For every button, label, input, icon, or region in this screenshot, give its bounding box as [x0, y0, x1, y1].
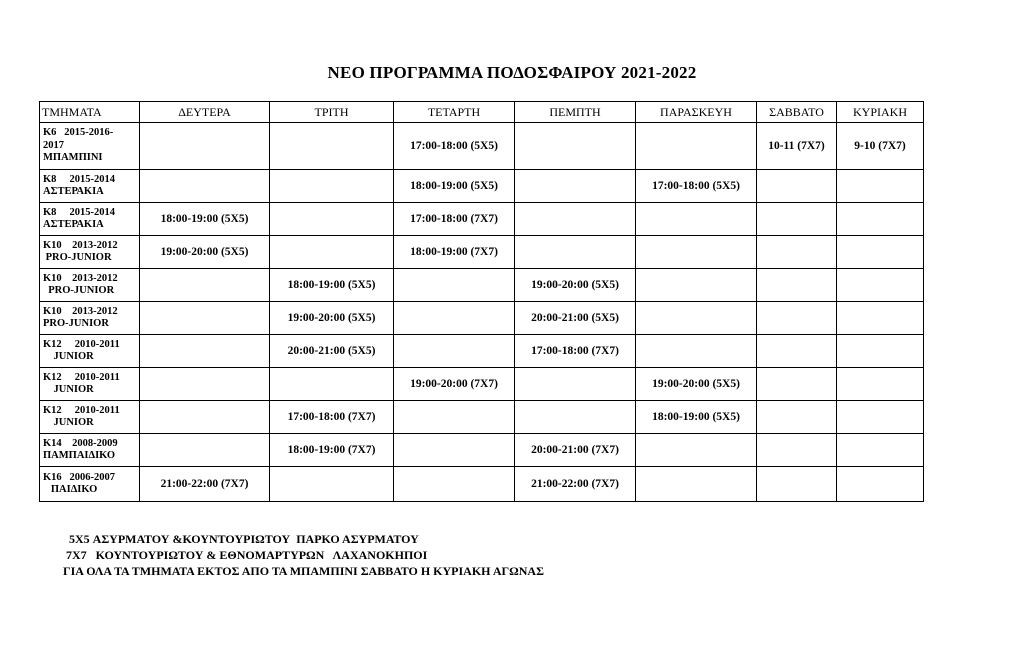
schedule-cell [140, 123, 270, 170]
header-sunday: ΚΥΡΙΑΚΗ [837, 102, 924, 123]
schedule-cell [837, 170, 924, 203]
table-row [40, 236, 924, 269]
table-row [40, 269, 924, 302]
note-line: ΓΙΑ ΟΛΑ ΤΑ ΤΜΗΜΑΤΑ ΕΚΤΟΣ ΑΠΟ ΤΑ ΜΠΑΜΠΙΝΙ ΣΑΒΒΑΤΟ Η ΚΥΡΙΑΚΗ ΑΓΩΝΑΣ [63, 564, 544, 578]
table-row [40, 302, 924, 335]
schedule-cell [140, 434, 270, 467]
page-title: ΝΕΟ ΠΡΟΓΡΑΜΜΑ ΠΟΔΟΣΦΑΙΡΟΥ 2021-2022 [327, 63, 697, 82]
schedule-cell [837, 434, 924, 467]
schedule-cell [757, 236, 837, 269]
schedule-cell: 20:00-21:00 (7X7) [515, 434, 636, 467]
schedule-cell: 17:00-18:00 (5X5) [394, 123, 515, 170]
schedule-cell [757, 434, 837, 467]
schedule-cell [757, 335, 837, 368]
table-row [40, 123, 924, 170]
note-line: 7X7 ΚΟΥΝΤΟΥΡΙΩΤΟΥ & ΕΘΝΟΜΑΡΤΥΡΩΝ ΛΑΧΑΝΟΚΗΠΟΙ [63, 548, 428, 562]
schedule-cell: 21:00-22:00 (7X7) [140, 467, 270, 502]
group-cell: Κ10 2013-2012 PRO-JUNIOR [40, 236, 140, 269]
schedule-cell [394, 434, 515, 467]
schedule-cell [757, 368, 837, 401]
schedule-cell: 18:00-19:00 (5X5) [140, 203, 270, 236]
schedule-cell [515, 368, 636, 401]
schedule-cell: 18:00-19:00 (5X5) [394, 170, 515, 203]
schedule-cell [394, 302, 515, 335]
schedule-cell [757, 203, 837, 236]
schedule-cell [270, 467, 394, 502]
schedule-cell: 19:00-20:00 (5X5) [515, 269, 636, 302]
schedule-cell [837, 467, 924, 502]
schedule-cell [394, 401, 515, 434]
schedule-cell [636, 302, 757, 335]
group-cell: Κ16 2006-2007 ΠΑΙΔΙΚΟ [40, 467, 140, 502]
schedule-cell [837, 401, 924, 434]
header-wednesday: ΤΕΤΑΡΤΗ [394, 102, 515, 123]
schedule-cell: 17:00-18:00 (7X7) [394, 203, 515, 236]
header-friday: ΠΑΡΑΣΚΕΥΗ [636, 102, 757, 123]
schedule-cell [515, 170, 636, 203]
schedule-cell [837, 269, 924, 302]
schedule-cell [757, 401, 837, 434]
schedule-cell [636, 236, 757, 269]
schedule-cell: 18:00-19:00 (7X7) [394, 236, 515, 269]
schedule-cell [636, 467, 757, 502]
schedule-cell [636, 434, 757, 467]
schedule-cell: 19:00-20:00 (5X5) [636, 368, 757, 401]
schedule-cell [515, 401, 636, 434]
group-cell: Κ8 2015-2014 ΑΣΤΕΡΑΚΙΑ [40, 203, 140, 236]
header-saturday: ΣΑΒΒΑΤΟ [757, 102, 837, 123]
notes [63, 531, 544, 579]
schedule-cell: 20:00-21:00 (5X5) [515, 302, 636, 335]
table-row [40, 170, 924, 203]
schedule-cell: 19:00-20:00 (5X5) [140, 236, 270, 269]
table-row [40, 401, 924, 434]
schedule-cell: 18:00-19:00 (5X5) [270, 269, 394, 302]
schedule-cell [270, 236, 394, 269]
group-cell: Κ10 2013-2012 PRO-JUNIOR [40, 302, 140, 335]
group-cell: Κ12 2010-2011 JUNIOR [40, 368, 140, 401]
schedule-cell [140, 170, 270, 203]
schedule-cell: 18:00-19:00 (7X7) [270, 434, 394, 467]
schedule-cell: 20:00-21:00 (5X5) [270, 335, 394, 368]
schedule-cell [270, 368, 394, 401]
schedule-cell [837, 236, 924, 269]
group-cell: Κ14 2008-2009 ΠΑΜΠΑΙΔΙΚΟ [40, 434, 140, 467]
schedule-cell [270, 170, 394, 203]
schedule-cell [515, 203, 636, 236]
schedule-cell [394, 335, 515, 368]
header-monday: ΔΕΥΤΕΡΑ [140, 102, 270, 123]
header-tuesday: ΤΡΙΤΗ [270, 102, 394, 123]
schedule-cell [394, 269, 515, 302]
schedule-cell [837, 203, 924, 236]
schedule-cell [515, 123, 636, 170]
schedule-cell [394, 467, 515, 502]
schedule-cell: 17:00-18:00 (7X7) [515, 335, 636, 368]
table-row [40, 467, 924, 502]
group-cell: Κ12 2010-2011 JUNIOR [40, 401, 140, 434]
group-cell: Κ8 2015-2014 ΑΣΤΕΡΑΚΙΑ [40, 170, 140, 203]
header-row [40, 102, 924, 123]
schedule-cell: 19:00-20:00 (7X7) [394, 368, 515, 401]
table-row [40, 335, 924, 368]
schedule-cell [837, 302, 924, 335]
table-row [40, 434, 924, 467]
schedule-cell [636, 269, 757, 302]
schedule-cell [757, 467, 837, 502]
header-thursday: ΠΕΜΠΤΗ [515, 102, 636, 123]
schedule-table [39, 101, 924, 502]
schedule-cell [636, 203, 757, 236]
schedule-cell [270, 203, 394, 236]
schedule-cell: 17:00-18:00 (5X5) [636, 170, 757, 203]
group-cell: Κ6 2015-2016- 2017 ΜΠΑΜΠΙΝΙ [40, 123, 140, 170]
schedule-cell [140, 368, 270, 401]
schedule-cell: 21:00-22:00 (7X7) [515, 467, 636, 502]
schedule-cell [140, 401, 270, 434]
schedule-cell: 17:00-18:00 (7X7) [270, 401, 394, 434]
schedule-cell [140, 302, 270, 335]
schedule-cell [757, 302, 837, 335]
schedule-cell [140, 269, 270, 302]
schedule-cell: 10-11 (7X7) [757, 123, 837, 170]
schedule-cell: 9-10 (7X7) [837, 123, 924, 170]
schedule-cell [140, 335, 270, 368]
group-cell: Κ12 2010-2011 JUNIOR [40, 335, 140, 368]
schedule-cell [636, 335, 757, 368]
schedule-cell [515, 236, 636, 269]
header-groups: ΤΜΗΜΑΤΑ [40, 102, 140, 123]
group-cell: Κ10 2013-2012 PRO-JUNIOR [40, 269, 140, 302]
schedule-cell: 18:00-19:00 (5X5) [636, 401, 757, 434]
table-row [40, 368, 924, 401]
schedule-cell [636, 123, 757, 170]
schedule-cell: 19:00-20:00 (5X5) [270, 302, 394, 335]
schedule-cell [757, 170, 837, 203]
schedule-cell [757, 269, 837, 302]
schedule-cell [270, 123, 394, 170]
table-row [40, 203, 924, 236]
note-line: 5X5 ΑΣΥΡΜΑΤΟΥ &ΚΟΥΝΤΟΥΡΙΩΤΟΥ ΠΑΡΚΟ ΑΣΥΡΜΑΤΟΥ [63, 532, 419, 546]
schedule-cell [837, 335, 924, 368]
schedule-cell [837, 368, 924, 401]
